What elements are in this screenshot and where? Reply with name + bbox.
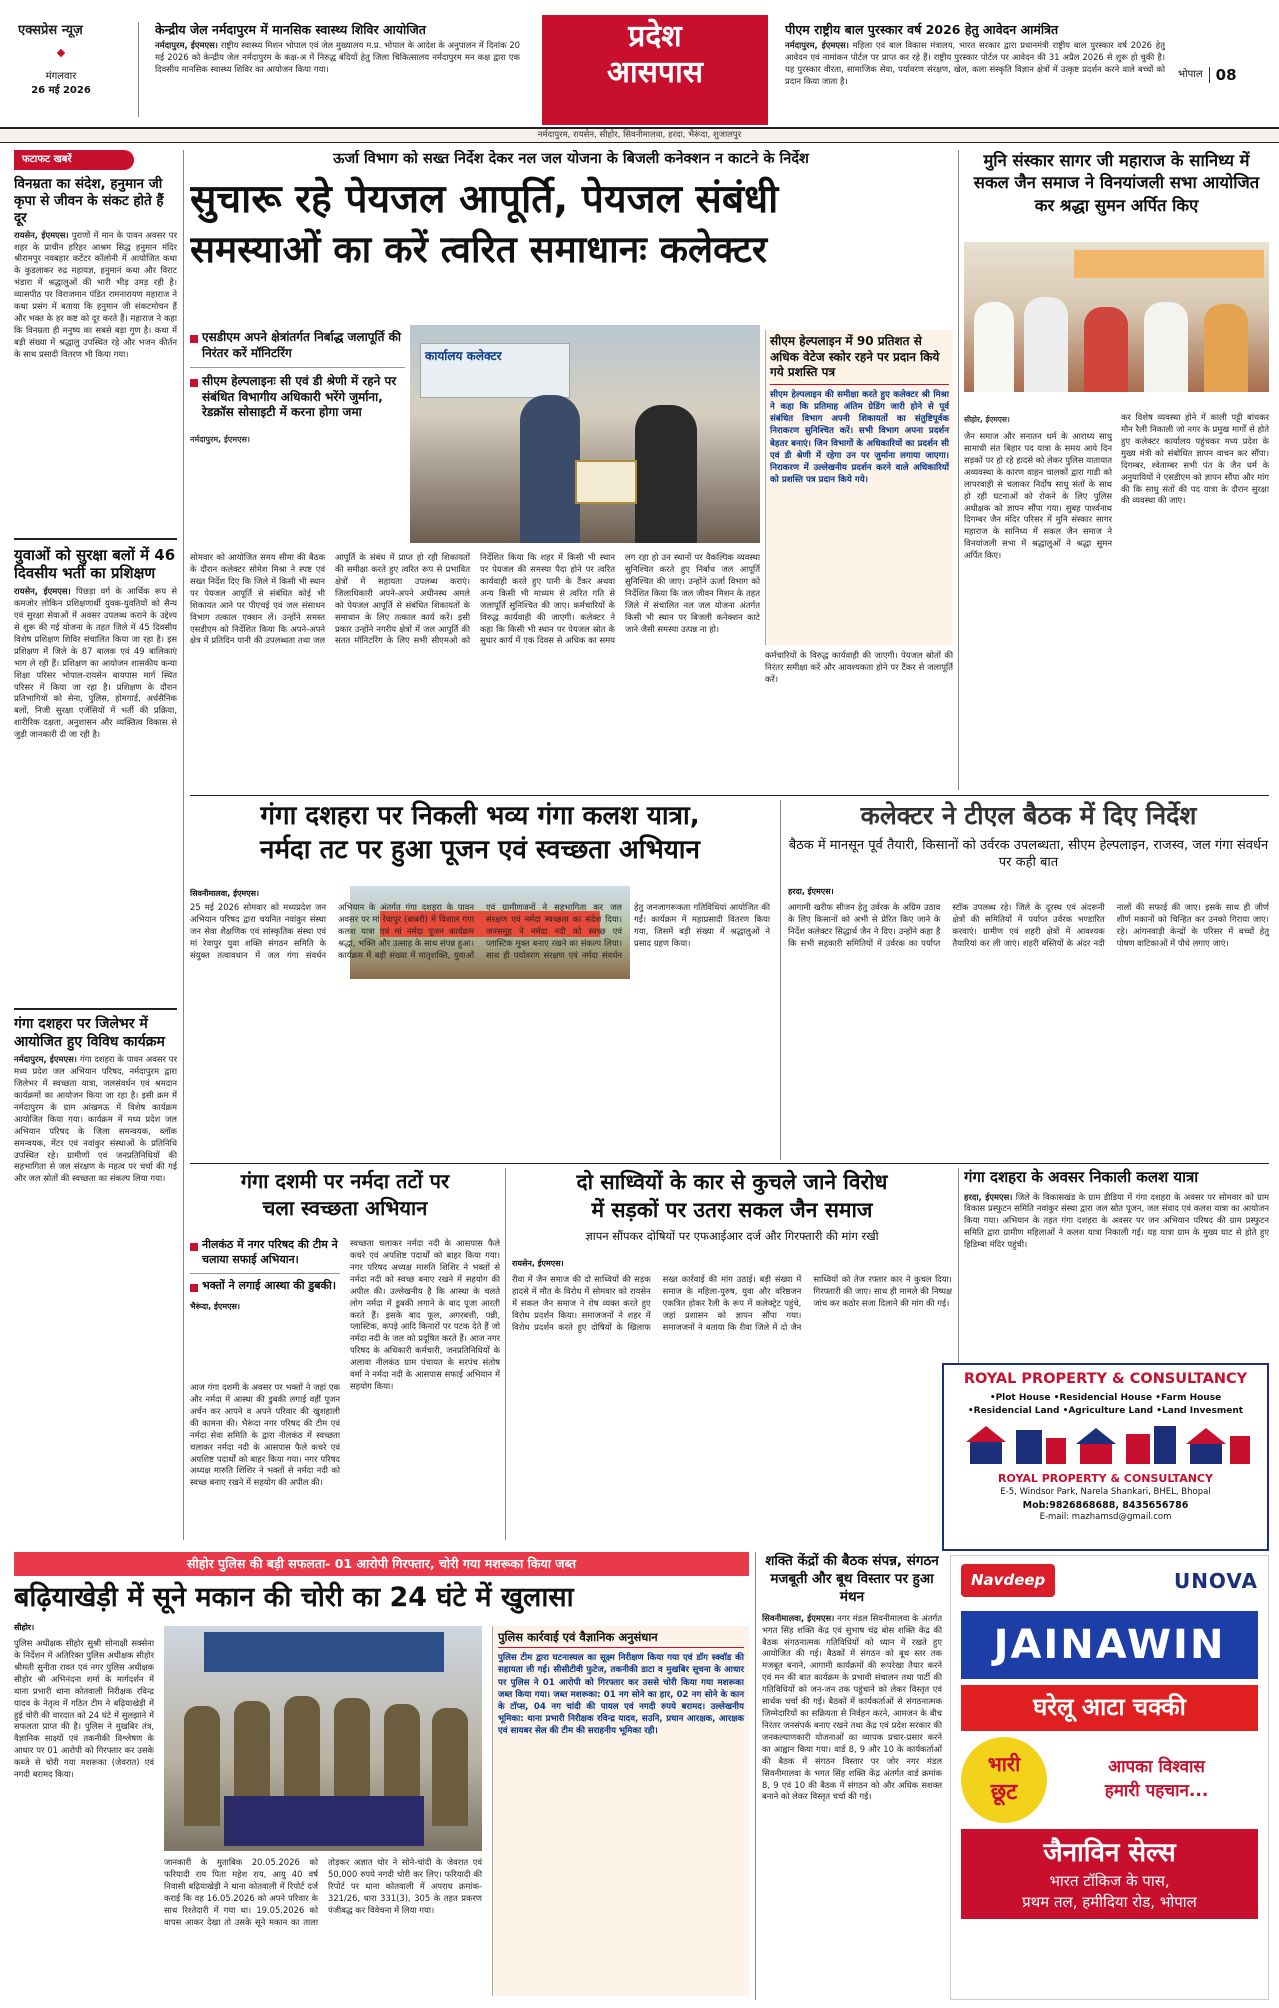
banner bbox=[1074, 250, 1264, 278]
chori-text: पुलिस अधीक्षक सीहोर सुश्री सोनाक्षी सक्सेना के निर्देशन में अतिरिक्त पुलिस अधीक्षक सीहोर श्रीमती सुनीता रावत एवं नगर पुलिस अधीक्षक सीहोर श्री अभिनंदना शर्मा के मार्गदर्शन में थाना प्रभारी थाना कोतवाली निरीक्षक रविन्द्र यादव के नेतृत्व में गठित टीम ने बढ़ियाखेड़ी में हुई चोरी की वारदात को 24 घंटे में सुलझाने में सफलता प्राप्त की है। पुलिस ने मुखबिर तंत्र, वैज्ञानिक साक्ष्यों एवं तकनीकी विश्लेषण के आधार पर 01 आरोपी को गिरफ्तार कर उसके कब्जे से चोरी गया मशरूका (जेवरात) एवं नगदी बरामद किया। bbox=[14, 1638, 154, 1780]
tl-deck: बैठक में मानसून पूर्व तैयारी, किसानों को उर्वरक उपलब्धता, सीएम हेल्पलाइन, राजस्व, जल गंगा संवर्धन पर कही बात bbox=[788, 837, 1269, 871]
diamond-icon bbox=[57, 49, 65, 57]
swachh-text: आज गंगा दशमी के अवसर पर भक्तों ने जहां एक और नर्मदा में आस्था की डुबकी लगाई वहीं पूजन अर्चन कर आपने व अपने परिवार की खुशहाली की कामना की। भैरूंदा नगर परिषद की टीम एवं नर्मदा सेवा समिति के द्वारा नीलकंठ में स्वच्छता चलाकर नर्मदा नदी के आसपास फैले कचरे एवं अपशिष्ट पदार्थों को बाहर किया गया। नगर परिषद अध्यक्ष मारुति शिशिर ने भक्तों से नर्मदा नदी को स्वच्छ बनाए रखने में सहयोग की अपील की। bbox=[190, 1382, 340, 1488]
paper-name: एक्सप्रेस न्यूज़ bbox=[18, 23, 83, 38]
kalash-headline: गंगा दशहरा के अवसर निकाली कलश यात्रा bbox=[964, 1168, 1199, 1186]
ganga-yatra-dateline: सिवनीमालवा, ईएमएस। bbox=[190, 889, 260, 898]
lead-headline-1: सुचारू रहे पेयजल आपूर्ति, पेयजल संबंधी bbox=[190, 176, 779, 222]
protest-text: रीवा में जैन समाज की दो साध्वियों की सड़क हादसे में मौत के विरोध में सोमवार को रायसेन में सकल जैन समाज ने रोष व्यक्त करते हुए विरोध प्रदर्शन किया। समाजजनों ने शहर में विरोध प्रदर्शन करते हुए दोषियों के खिलाफ सख्त कार्रवाई की मांग उठाई। बड़ी संख्या में समाज के महिला-पुरुष, युवा और वरिष्ठजन एकत्रित होकर रैली के रूप में कलेक्ट्रेट पहुंचे, जहां प्रशासन को ज्ञापन सौंपा गया। समाजजनों ने बताया कि रीवा जिले में दो जैन साध्वियों को तेज रफ्तार कार ने कुचल दिया। गिरफ्तारी की जाए। साथ ही मामले की निष्पक्ष जांच कर कठोर सजा दिलाने की मांग की गई। bbox=[512, 1274, 952, 1332]
lead-kicker: ऊर्जा विभाग को सख्त निर्देश देकर नल जल योजना के बिजली कनेक्शन न काटने के निर्देश bbox=[333, 151, 809, 167]
sidebar-story-3-text: नर्मदापुरम, ईएमएस। गंगा दशहरा के पावन अवसर पर मध्य प्रदेश जल अभियान परिषद, नर्मदापुरम द्वारा जिलेभर में स्वच्छता यात्रा, जलसंवर्धन एवं श्रमदान कार्यक्रमों का आयोजन किया जा रहा है। इसी क्रम में नर्मदापुरम के ग्राम आंखमऊ में विशेष कार्यक्रम आयोजित किया गया। कार्यक्रम में मध्य प्रदेश जल अभियान परिषद के जिला समन्वयक, ब्लॉक समन्वयक, मेंटर एवं नवांकुर संस्थाओं के प्रतिनिधि उपस्थित रहे। ग्रामीणों एवं जनप्रतिनिधियों की सहभागिता से जल संरक्षण के महत्व पर चर्चा की गई और जल स्रोतों की स्वच्छता का संकल्प लिया गया। bbox=[14, 1054, 177, 1184]
ad-jainawin bbox=[950, 1555, 1269, 2000]
collector-office-sign: कार्यालय कलेक्टर bbox=[420, 343, 570, 398]
swachh-headline-2: चला स्वच्छता अभियान bbox=[262, 1196, 428, 1220]
protest-dateline: रायसेन, ईएमएस। bbox=[512, 1259, 564, 1268]
shop-address-2: प्रथम तल, हमीदिया रोड, भोपाल bbox=[1022, 1892, 1197, 1911]
ad-royal-email: E-mail: mazhamsd@gmail.com bbox=[1039, 1512, 1172, 1523]
districts-text: नर्मदापुरम, रायसेन, सीहोर, सिवनीमालवा, हरदा, भैरूंदा, शुजालपुर bbox=[537, 130, 742, 140]
ad-royal-services-1: •Plot House •Residencial House •Farm House bbox=[989, 1393, 1222, 1404]
jain-story bbox=[964, 150, 1269, 790]
cm-helpline-box-title: सीएम हेल्पलाइन में 90 प्रतिशत से अधिक वेटेज स्कोर रहने पर प्रदान किये गये प्रशस्ति पत्र bbox=[770, 334, 949, 385]
right-brief-text: नर्मदापुरम, ईएमएस। महिला एवं बाल विकास मंत्रालय, भारत सरकार द्वारा प्रधानमंत्री राष्ट्रीय बाल पुरस्कार वर्ष 2026 हेतु आवेदन एवं नामांकन पोर्टल पर प्राप्त कर रहे हैं। राष्ट्रीय पुरस्कार पोर्टल पर आवेदन की 31 अप्रैल 2026 से शुरू हो चुकी है। यह पुरस्कार वीरता, सामाजिक सेवा, पर्यावरण संरक्षण, खेल, कला संस्कृति विज्ञान क्षेत्रों में उत्कृष्ट प्रदर्शन करने वाले बच्चों को प्रदान किया जाता है। bbox=[785, 40, 1165, 86]
ad-brands-row bbox=[951, 1556, 1268, 1605]
page-info bbox=[1178, 60, 1268, 90]
tl-text: आगामी खरीफ सीजन हेतु उर्वरक के अग्रिम उठाव के लिए किसानों को अभी से प्रेरित किए जाने के निर्देश कलेक्टर सिद्धार्थ जैन ने दिए। उन्होंने कहा है कि सभी सहकारी समितियों में उर्वरक का पर्याप्त स्टॉक उपलब्ध रहे। जिले के दूरस्थ एवं अंदरूनी क्षेत्रों की समितियों में पर्याप्त उर्वरक भण्डारित करवाएं। ग्रामीण एवं शहरी क्षेत्रों में आवश्यक तैयारियां कर ली जाएं। शहरी बस्तियों के अंदर नदी नालों की सफाई की जाए। इसके साथ ही जीर्ण शीर्ण मकानों को चिन्हित कर उनको गिराया जाए। रहे। आंगनवाड़ी केन्द्रों के परिसर में बच्चों हेतु पोषण वाटिकाओं में पौधे लगाए जाएं। bbox=[788, 902, 1269, 948]
ad-royal-name: ROYAL PROPERTY & CONSULTANCY bbox=[963, 1371, 1248, 1387]
lead-bullet-2: सीएम हेल्पलाइनः सी एवं डी श्रेणी में रहने पर संबंधित विभागीय अधिकारी भरेंगे जुर्माना, रेडक्रॉस सोसाइटी में करना होगा जमा bbox=[190, 374, 405, 421]
sidebar-story-2-title: युवाओं को सुरक्षा बलों में 46 दिवसीय भर्ती का प्रशिक्षण bbox=[14, 545, 176, 583]
shop-block bbox=[961, 1829, 1258, 1919]
lead-bullet-1: एसडीएम अपने क्षेत्रांतर्गत निर्बाद्ध जलापूर्ति की निरंतर करें मॉनिटरिंग bbox=[190, 330, 405, 361]
swachh-bullet-2: भक्तों ने लगाई आस्था की डुबकी। bbox=[190, 1279, 340, 1294]
swachh-text-2: स्वच्छता चलाकर नर्मदा नदी के आसपास फैले कचरे एवं अपशिष्ट पदार्थों को बाहर किया गया। नगर परिषद अध्यक्ष मारुति शिशिर ने भक्तों से नर्मदा नदी को स्वच्छ बनाए रखने में सहयोग की अपील की। उल्लेखनीय है कि आस्था के चलते लोग नर्मदा में डुबकी लगाने के बाद पूजा आरती करते हैं। इसके बाद फूल, अगरबत्ती, पन्नी, प्लास्टिक, कपड़े आदि किनारों पर पटक देते हैं जो नर्मदा नदी के जल को प्रदूषित करते हैं। आज नगर परिषद के अधिकारी कर्मचारी, जनप्रतिनिधियों के अलावा नीलकंठ ग्राम पंचायत के सरपंच संतोष वर्मा ने नर्मदा नदी के आसपास सफाई अभियान में सहयोग किया। bbox=[350, 1238, 500, 1392]
sidebar-story-1-title: विनम्रता का संदेश, हनुमान जी कृपा से जीवन के संकट होते हैं दूर bbox=[14, 176, 164, 226]
ganga-yatra-text: 25 मई 2026 सोमवार को मध्यप्रदेश जन अभियान परिषद द्वारा चयनित नवांकुर संस्था जन सेवा शैक्षणिक एवं सांस्कृतिक संस्था एवं मां रेवापुर युवा शक्ति संगठन समिति के संयुक्त तत्वावधान में जल गंगा संवर्धन अभियान के अंतर्गत गंगा दशहरा के पावन अवसर पर मां रेवापुर (बाबरी) में विशाल गंगा कलश यात्रा एवं मां नर्मदा पूजन कार्यक्रम श्रद्धा, भक्ति और उत्साह के साथ संपन्न हुआ। कार्यक्रम में बड़ी संख्या में मातृशक्ति, युवाओं एवं ग्रामीणजनों ने सहभागिता कर जल संरक्षण एवं नर्मदा स्वच्छता का संदेश दिया। जनसमूह ने नर्मदा नदी को स्वच्छ एवं प्लास्टिक मुक्त बनाए रखने का संकल्प लिया। साथ ही पर्यावरण संरक्षण एवं नर्मदा संवर्धन हेतु जनजागरूकता गतिविधियां आयोजित की गईं। कार्यक्रम में महाप्रसादी वितरण किया गया, जिसमें बड़ी संख्या में श्रद्धालुओं ने प्रसाद ग्रहण किया। bbox=[190, 902, 770, 960]
seized-items-table bbox=[224, 1796, 424, 1846]
sidebar-story-3-title: गंगा दशहरा पर जिलेभर में आयोजित हुए विविध कार्यक्रम bbox=[14, 1016, 165, 1050]
protest-headline-1: दो साध्वियों के कार से कुचले जाने विरोध bbox=[576, 1170, 888, 1194]
lead-body-continued: कर्मचारियों के विरुद्ध कार्यवाही की जाएगी। पेयजल स्रोतों की निरंतर समीक्षा करें और आवश्यकता होने पर टैंकर से जलापूर्ति करें। bbox=[765, 650, 953, 684]
ganga-yatra-headline-1: गंगा दशहरा पर निकली भव्य गंगा कलश यात्रा, bbox=[260, 801, 700, 831]
jain-photo bbox=[964, 242, 1269, 392]
ad-royal-name-2: ROYAL PROPERTY & CONSULTANCY bbox=[998, 1472, 1213, 1486]
jain-photo-caption: सीहोर, ईएमएस। bbox=[964, 415, 1010, 424]
districts-bar bbox=[0, 127, 1279, 143]
left-brief bbox=[155, 22, 520, 122]
ganga-yatra-headline-2: नर्मदा तट पर हुआ पूजन एवं स्वच्छता अभियान bbox=[260, 834, 700, 865]
page-city: भोपाल bbox=[1178, 69, 1203, 80]
sidebar-story-1-text: रायसेन, ईएमएस। पुराणों में मान के पावन अवसर पर शहर के प्राचीन हरिहर आश्रम सिद्ध हनुमान मंदिर श्रीरामपुर नवबहार कटेंटर कॉलोनी में आयोजित कथा के कुडलाकर रुद्र महायज्ञ, हनुमानं कथा और विराट भंडारा में श्रद्धालुओं की भारी भीड़ उमड़ रही है। व्यासपीठ पर विराजमान पंडित रामनारायण महाराज ने कथा प्रसंग में बताया कि हनुमान जी संकटमोचन हैं और भक्त के हर कष्ट को दूर करते हैं। महाराज ने कहा कि विनम्रता ही मनुष्य का सबसे बड़ा गुण है। कथा में बड़ी संख्या में श्रद्धालु उपस्थित रहे और भजन कीर्तन के साथ प्रसादी वितरण भी किया गया। bbox=[14, 229, 177, 359]
chori-headline: बढ़ियाखेड़ी में सूने मकान की चोरी का 24 घंटे में खुलासा bbox=[14, 1581, 574, 1613]
cm-helpline-box bbox=[765, 330, 953, 645]
navdeep-logo: Navdeep bbox=[961, 1564, 1055, 1597]
sidebar-story-3 bbox=[14, 1016, 177, 1399]
left-brief-text: नर्मदापुरम, ईएमएस। राष्ट्रीय स्वास्थ्य मिशन भोपाल एवं जेल मुख्यालय म.प्र. भोपाल के आदेश के अनुपालन में दिनांक 20 मई 2026 को केन्द्रीय जेल नर्मदापुरम के कक्ष-अ में निरुद्ध बंदियों हेतु जिला चिकित्सालय नर्मदापुरम मन कक्ष द्वारा एक दिवसीय मानसिक स्वास्थ्य शिविर का आयोजन किया गया। bbox=[155, 40, 520, 74]
lead-bullets bbox=[190, 330, 405, 560]
chakki-banner: घरेलू आटा चक्की bbox=[961, 1685, 1258, 1731]
swachh-dateline: भैरूंदा, ईएमएस। bbox=[190, 1301, 240, 1311]
ad-royal-services-2: •Residencial Land •Agriculture Land •Land Invesment bbox=[967, 1405, 1244, 1416]
tl-headline: कलेक्टर ने टीएल बैठक में दिए निर्देश bbox=[860, 801, 1197, 830]
unova-logo: UNOVA bbox=[1173, 1568, 1258, 1593]
right-brief-title: पीएम राष्ट्रीय बाल पुरस्कार वर्ष 2026 हेतु आवेदन आमंत्रित bbox=[785, 22, 1059, 37]
lead-headline-2: समस्याओं का करें त्वरित समाधानः कलेक्टर bbox=[190, 227, 768, 271]
day: मंगलवार bbox=[45, 71, 77, 83]
section-banner bbox=[542, 15, 768, 125]
jain-text-b: कर विशेष व्यवस्था होने में काली पट्टी बांधकर मौन रैली निकाली जो नगर के प्रमुख मार्गों से होते हुए कलेक्टर कार्यालय पहुंचकर मध्य प्रदेश के मुख्य मंत्री को संबोधित ज्ञापन वाचन कर सौंपा। दिगम्बर, श्वेताम्बर सभी पंत के जैन धर्म के अनुयायियों ने एसडीएम को ज्ञापन सौंपा और मांग की कि साधु संतों की पद यात्रा के दौरान सुरक्षा की व्यवस्था की जाए। bbox=[1121, 412, 1269, 506]
ad-royal-mob: Mob:9826868688, 8435656786 bbox=[1022, 1499, 1189, 1511]
date: 26 मई 2026 bbox=[31, 85, 91, 97]
shop-address-1: भारत टॉकिज के पास, bbox=[1049, 1871, 1170, 1890]
lead-photo bbox=[410, 325, 760, 543]
shakti-headline: शक्ति केंद्रों की बैठक संपन्न, संगठन मजबूती और बूथ विस्तार पर हुआ मंथन bbox=[765, 1553, 939, 1606]
jain-headline: मुनि संस्कार सागर जी महाराज के सानिध्य में सकल जैन समाज ने विनयांजली सभा आयोजित कर श्रद्धा सुमन अर्पित किए bbox=[973, 151, 1260, 215]
protest-deck: ज्ञापन सौंपकर दोषियों पर एफआईआर दर्ज और गिरफ्तारी की मांग रखी bbox=[585, 1228, 879, 1243]
certificate bbox=[575, 460, 637, 504]
right-brief bbox=[785, 22, 1165, 122]
jainawin-logo: JAINAWIN bbox=[961, 1611, 1258, 1679]
page-number: 08 bbox=[1215, 65, 1237, 84]
building-icon bbox=[956, 1422, 1256, 1466]
lead-dateline: नर्मदापुरम, ईएमएस। bbox=[190, 434, 250, 444]
police-team-banner bbox=[204, 1632, 444, 1672]
person-1 bbox=[520, 395, 580, 543]
kalash-story bbox=[964, 1168, 1269, 1358]
shakti-story bbox=[762, 1552, 942, 2000]
jain-text-a: जैन समाज और सनातन धर्म के आराध्य साधु सामाधी संत बिहार पद यात्रा के समय आये दिन सड़कों पर हो रहे हादसे को लेकर पुलिस यातायात अव्यवस्था के कारण वाहन चालकों द्वारा गाडी को लापरवाही से चलाकर निर्दोष साधु संतों के साथ हो रही घटनाओं को रोकने के लिए पुलिस अधीक्षक को ज्ञापन सौंपा गया। सुबह पार्श्वनाथ दिगम्बर जैन मंदिर परिसर में मुनि संस्कार सागर महाराज के सानिध्य में सकल जैन समाज ने विनयांजली सभा में श्रद्धालुओं ने श्रद्धा सुमन अर्पित किए। bbox=[964, 431, 1112, 561]
section-title-1: प्रदेश bbox=[628, 19, 682, 54]
sidebar-story-2-text: रायसेन, ईएमएस। पिछड़ा वर्ग के आर्थिक रूप से कमजोर लोकिन प्रशिक्षणार्थी युवक-युवतियों को सैन्य एवं सुरक्षा सेवाओं में अवसर उपलब्ध कराने के उद्देश्य से शुरू की गई योजना के तहत जिले में 45 दिवसीय विशेष प्रशिक्षण शिविर संचालित किया जा रहा है। इस प्रशिक्षण में जिले के 87 बालक एवं 49 बालिकाएं भाग ले रही हैं। प्रशिक्षण का आयोजन शासकीय कन्या शिक्षा परिसर भोपाल-रायसेन बायपास मार्ग स्थित परिसर में किया जा रहा है। प्रशिक्षण के दौरान प्रतिभागियों को सेना, पुलिस, होमगार्ड, अर्धसैनिक बलों, निजी सुरक्षा एजेंसियों में भर्ती की प्रक्रिया, शारीरिक दक्षता, अनुशासन और व्यक्तित्व विकास से जुड़ी जानकारी दी जा रही है। bbox=[14, 586, 177, 740]
kalash-text: हरदा, ईएमएस। जिले के विकासखंड के ग्राम डीडिया में गंगा दशहरा के अवसर पर सोमवार को ग्राम विकास प्रस्फुटन समिति नवांकुर संस्था द्वारा जल स्रोत पूजन, जल संवाद एवं कलश यात्रा का आयोजन किया गया। अभियान के तहत गंगा दशहरा के अवसर पर जन अभियान परिषद की ग्राम प्रस्फुटन समिति द्वारा ग्रामीण महिलाओं ने कलश यात्रा निकाली गई। यह यात्रा ग्राम के मुख्य घाट से होते हुए हिडिम्बा मंदिर पहुंची। bbox=[964, 1191, 1269, 1250]
chori-photo bbox=[164, 1626, 482, 1851]
tl-meeting bbox=[788, 800, 1269, 1160]
lead-body: सोमवार को आयोजित समय सीमा की बैठक के दौरान कलेक्टर सोमेश मिश्रा ने स्पष्ट एवं सख्त निर्देश दिए कि जिले में किसी भी स्थान पर पेयजल आपूर्ति से संबंधित कोई भी शिकायत आने पर पीएचई एवं जल संसाधन विभाग तत्काल एक्शन लें। उन्होंने समस्त एसडीएम को निर्देशित किया कि अपने-अपने क्षेत्र में प्रतिदिन पानी की उपलब्धता तथा जल आपूर्ति के संबंध में प्राप्त हो रही शिकायतों की समीक्षा करते हुए त्वरित रूप से प्रभावित क्षेत्रों में सहायता उपलब्ध कराएं। जिलाधिकारी अपने-अपने अधीनस्थ अमले को पेयजल आपूर्ति से संबंधित शिकायतों के समाधान के लिए तत्काल कार्य करें। इसी प्रकार उन्होंने नगरीय क्षेत्रों में जल आपूर्ति की सतत मॉनिटरिंग के लिए सभी सीएमओ को निर्देशित किया कि शहर में किसी भी स्थान पर पेयजल की समस्या पैदा होने पर त्वरित कार्यवाही करते हुए पानी के टैंकर अथवा अन्य किसी भी माध्यम से त्वरित गति से जलापूर्ति सुनिश्चित की जाए। कर्मचारियों के विरुद्ध कार्यवाही की जाएगी। कलेक्टर ने कहा कि किसी भी स्थान पर पेयजल स्रोत के सुधार कार्य में एक दिवस से अधिक का समय लग रहा हो उन स्थानों पर वैकल्पिक व्यवस्था सुनिश्चित करते हुए निर्बाध जल आपूर्ति सुनिश्चित की जाए। उन्होंने ऊर्जा विभाग को निर्देशित किया कि जल जीवन मिशन के तहत जिले में संचालित नल जल योजना अंतर्गत किसी भी स्थान पर बिजली कनेक्शन काटे जाने जैसी समस्या उत्पन्न ना हो। bbox=[190, 552, 760, 646]
chori-text-2: जानकारी के मुताबिक 20.05.2026 को फरियादी राय पिता महेश राय, आयु 40 वर्ष निवासी बढ़ियाखेड़ी ने थाना कोतवाली में रिपोर्ट दर्ज कराई कि वह 16.05.2026 को अपने परिवार के साथ रिश्तेदारी में गया था। 19.05.2026 को वापस आकर देखा तो उसके सूने मकान का ताला तोड़कर अज्ञात चोर ने सोने-चांदी के जेवरात एवं 50,000 रुपये नगदी चोरी कर लिए। फरियादी की रिपोर्ट पर थाना कोतवाली में अपराध क्रमांक- 321/26, धारा 331(3), 305 के तहत प्रकरण पंजीबद्ध कर विवेचना में लिया गया। bbox=[164, 1857, 482, 1927]
swachh-headline-1: गंगा दशमी पर नर्मदा तटों पर bbox=[240, 1169, 450, 1193]
ad-royal-houses-illustration bbox=[950, 1422, 1261, 1466]
sidebar-label: फटाफट खबरें bbox=[14, 150, 134, 170]
chori-dateline: सीहोर। bbox=[14, 1623, 35, 1632]
shop-name: जैनाविन सेल्स bbox=[1043, 1837, 1176, 1868]
protest-headline-2: में सड़कों पर उतरा सकल जैन समाज bbox=[591, 1198, 873, 1223]
chori-box-text: पुलिस टीम द्वारा घटनास्थल का सूक्ष्म निरीक्षण किया गया एवं डॉग स्क्वॉड की सहायता ली गई। सीसीटीवी फुटेज, तकनीकी डाटा व मुखबिर सूचना के आधार पर पुलिस ने 01 आरोपी को गिरफ्तार कर उससे चोरी किया गया मशरूका जब्त किया गया। जब्त मशरूका: 01 नग सोने का हार, 02 नग सोने के कान के टॉप्स, 04 नग चांदी की पायल एवं नगदी रुपये बरामद। उल्लेखनीय भूमिका: थाना प्रभारी निरीक्षक रविन्द्र यादव, सउनि, प्रधान आरक्षक, आरक्षक एवं सायबर सेल की टीम की सराहनीय भूमिका रही। bbox=[498, 1653, 744, 1737]
tl-dateline: हरदा, ईएमएस। bbox=[788, 887, 834, 896]
chori-story bbox=[14, 1552, 749, 2000]
left-brief-title: केन्द्रीय जेल नर्मदापुरम में मानसिक स्वास्थ्य शिविर आयोजित bbox=[155, 22, 426, 37]
shakti-text: सिवनीमालवा, ईएमएस। नगर मंडल सिवनीमालवा के अंतर्गत भगत सिंह शक्ति केंद्र एवं सुभाष चंद्र बोस शक्ति केंद्र की बैठक संगठनात्मक गतिविधियों को ध्यान में रखते हुए आयोजित की गई। बैठकों में संगठन को बूथ स्तर तक मजबूत बनाने, आगामी कार्यक्रमों की रूपरेखा तैयार करने एवं मन की बात कार्यक्रम के प्रभावी संचालन तथा पार्टी की गतिविधियों को जन-जन तक पहुंचाने को लेकर विस्तृत एवं सार्थक चर्चा की गई। बैठकों में कार्यकर्ताओं से संगठनात्मक जिम्मेदारियों का सक्रियता से निर्वहन करने, आमजन के बीच निरंतर जनसंपर्क बनाए रखने तथा केंद्र एवं प्रदेश सरकार की जनकल्याणकारी योजनाओं का व्यापक प्रचार-प्रसार करने का आह्वान किया गया। वार्ड 8, 9 और 10 के कार्यकर्ताओं की बैठक में संगठन विस्तार पर जोर नगर मंडल सिवनीमालवा के भगत सिंह शक्ति केंद्र अंतर्गत वार्ड क्रमांक 8, 9 एवं 10 की बैठक में संगठन को और अधिक सशक्त बनाने को लेकर विस्तृत चर्चा की गई। bbox=[762, 1612, 942, 1802]
swachh-bullet-1: नीलकंठ में नगर परिषद की टीम ने चलाया सफाई अभियान। bbox=[190, 1238, 340, 1268]
protest-story bbox=[512, 1168, 952, 1540]
ad-tag-1: आपका विश्वास bbox=[1108, 1756, 1205, 1777]
masthead-left bbox=[18, 22, 128, 122]
person-2 bbox=[635, 405, 697, 543]
chori-box bbox=[492, 1626, 749, 1996]
section-title-2: आसपास bbox=[606, 55, 704, 90]
ad-royal-property bbox=[942, 1363, 1269, 1551]
offer-row bbox=[961, 1737, 1258, 1823]
masthead bbox=[0, 0, 1279, 128]
offer-badge: भारी छूट bbox=[961, 1737, 1047, 1823]
cm-helpline-box-text: सीएम हेल्पलाइन की समीक्षा करते हुए कलेक्टर श्री मिश्रा ने कहा कि प्रतिमाह अंतिम ग्रेडिंग जारी होने से पूर्व संबंधित विभाग अपनी शिकायतों का संतुष्टिपूर्वक निराकरण सुनिश्चित करें। सभी विभाग अपना प्रदर्शन बेहतर बनाएं। जिन विभागों के अधिकारियों का प्रदर्शन सी एवं डी श्रेणी में रहेगा उन पर जुर्माना लगाया जाएगा। निराकरण में उल्लेखनीय प्रदर्शन करने वाले अधिकारियों को प्रशस्ति पत्र प्रदान किये गये। bbox=[770, 389, 949, 486]
swachh-story bbox=[190, 1168, 500, 1540]
ganga-yatra bbox=[190, 800, 770, 1160]
chori-kicker: सीहोर पुलिस की बड़ी सफलता- 01 आरोपी गिरफ्तार, चोरी गया मशरूका किया जब्त bbox=[14, 1552, 749, 1576]
ad-royal-address: E-5, Windsor Park, Narela Shankari, BHEL, Bhopal bbox=[1000, 1486, 1211, 1497]
sidebar-story-2 bbox=[14, 546, 177, 1003]
sidebar bbox=[14, 150, 177, 1540]
ad-tag-2: हमारी पहचान... bbox=[1104, 1780, 1209, 1801]
sidebar-story-1 bbox=[14, 176, 177, 532]
chori-box-title: पुलिस कार्रवाई एवं वैज्ञानिक अनुसंधान bbox=[498, 1629, 744, 1648]
